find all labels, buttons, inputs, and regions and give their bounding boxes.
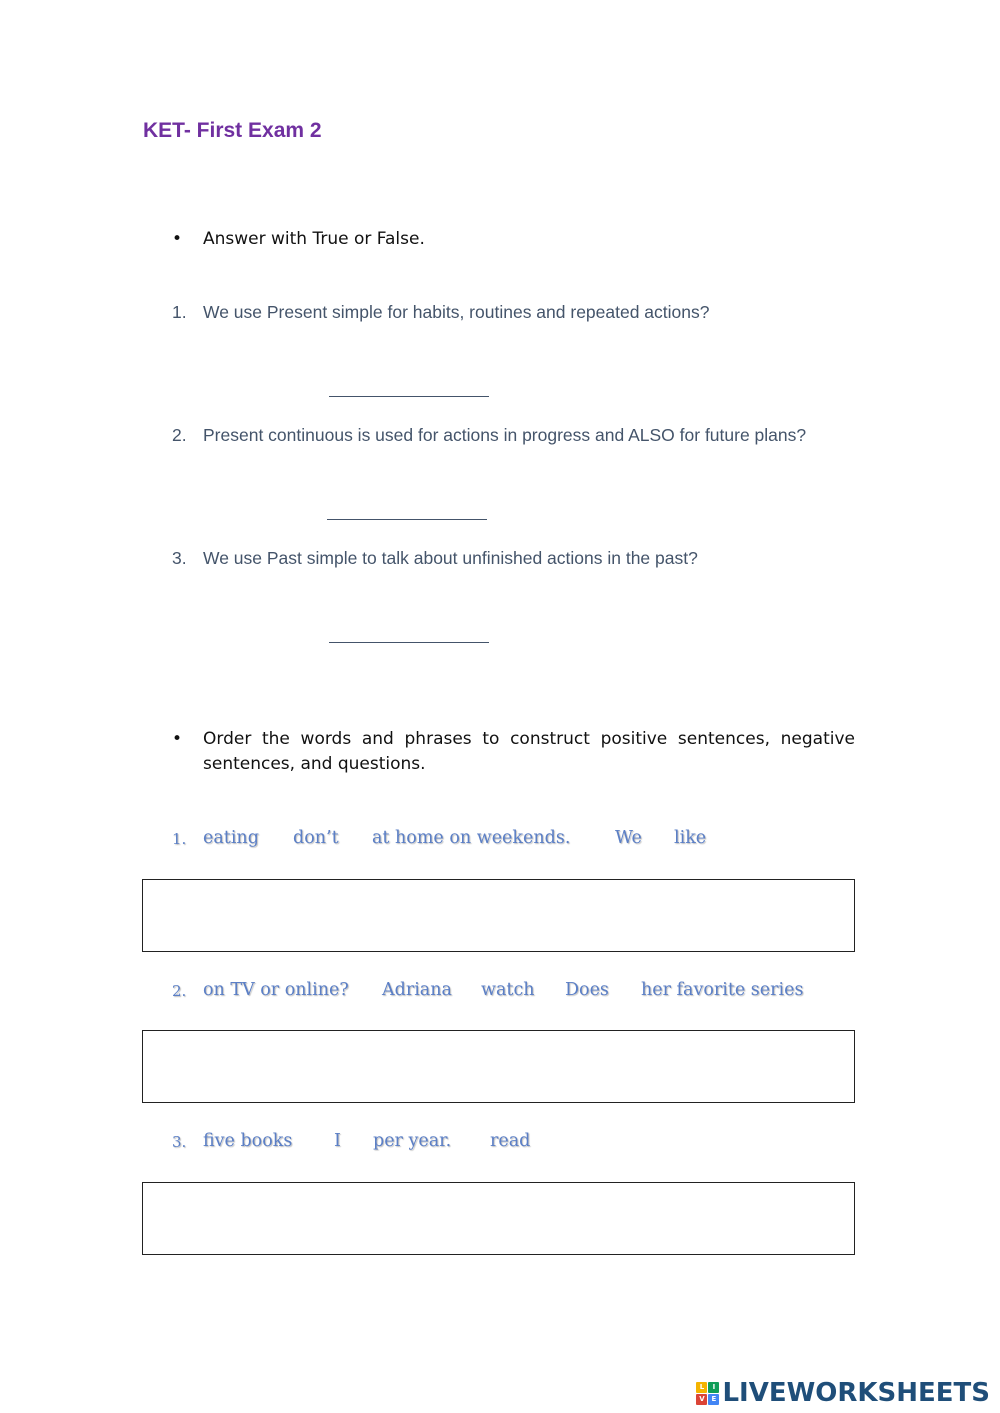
logo-tile: V bbox=[696, 1394, 707, 1405]
item-number: 2. bbox=[172, 982, 187, 1000]
liveworksheets-logo bbox=[696, 1378, 990, 1408]
word-chip: Does bbox=[565, 980, 609, 1000]
answer-box-3[interactable] bbox=[142, 1182, 855, 1255]
word-chip: like bbox=[674, 828, 707, 848]
logo-tile: I bbox=[708, 1382, 719, 1393]
logo-tile: E bbox=[708, 1394, 719, 1405]
word-chip: don’t bbox=[293, 828, 339, 848]
word-chip: per year. bbox=[373, 1131, 452, 1151]
question-number: 3. bbox=[172, 548, 187, 568]
question-text: We use Present simple for habits, routines and repeated actions? bbox=[203, 302, 710, 322]
word-chip: five books bbox=[203, 1131, 293, 1151]
word-chip: watch bbox=[481, 980, 535, 1000]
question-number: 2. bbox=[172, 425, 187, 445]
instruction-text: Answer with True or False. bbox=[203, 229, 425, 249]
logo-text: LIVEWORKSHEETS bbox=[722, 1378, 990, 1408]
word-chip: on TV or online? bbox=[203, 980, 349, 1000]
bullet-icon: • bbox=[172, 729, 183, 749]
word-chip: read bbox=[490, 1131, 531, 1151]
bullet-icon: • bbox=[172, 229, 183, 249]
worksheet-title: KET- First Exam 2 bbox=[143, 119, 322, 142]
word-chip: her favorite series bbox=[641, 980, 804, 1000]
word-chip: eating bbox=[203, 828, 259, 848]
answer-line-2[interactable] bbox=[327, 519, 487, 520]
answer-box-1[interactable] bbox=[142, 879, 855, 952]
answer-line-3[interactable] bbox=[329, 642, 489, 643]
word-chip: I bbox=[334, 1131, 341, 1151]
word-chip: Adriana bbox=[382, 980, 452, 1000]
word-chip: at home on weekends. bbox=[372, 828, 571, 848]
word-chip: We bbox=[615, 828, 642, 848]
question-text: We use Past simple to talk about unfinished actions in the past? bbox=[203, 548, 698, 568]
logo-tile: L bbox=[696, 1382, 707, 1393]
question-text: Present continuous is used for actions in progress and ALSO for future plans? bbox=[203, 425, 807, 445]
answer-line-1[interactable] bbox=[329, 396, 489, 397]
instruction-text: Order the words and phrases to construct positive sentences, negative sentences, and questions. bbox=[203, 729, 855, 774]
question-number: 1. bbox=[172, 302, 187, 322]
item-number: 1. bbox=[172, 830, 187, 848]
answer-box-2[interactable] bbox=[142, 1030, 855, 1103]
logo-tiles-icon bbox=[696, 1382, 719, 1405]
item-number: 3. bbox=[172, 1133, 187, 1151]
